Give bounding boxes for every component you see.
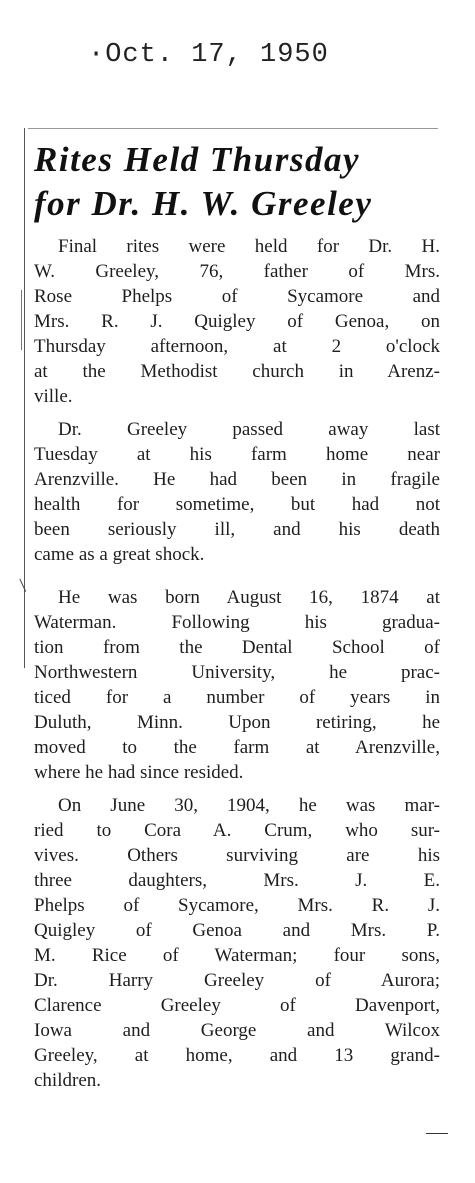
pen-mark xyxy=(19,576,31,592)
text-line: Northwestern University, he prac- xyxy=(34,662,440,683)
text-line: Waterman. Following his gradua- xyxy=(34,612,440,633)
article-end-rule xyxy=(426,1133,448,1134)
text-line: ville. xyxy=(34,386,73,407)
text-line: He was born August 16, 1874 at xyxy=(58,587,440,608)
text-line: Thursday afternoon, at 2 o'clock xyxy=(34,336,440,357)
text-line: Dr. Greeley passed away last xyxy=(58,419,440,440)
text-line: came as a great shock. xyxy=(34,544,205,565)
text-line: Tuesday at his farm home near xyxy=(34,444,440,465)
text-line: tion from the Dental School of xyxy=(34,637,440,658)
paragraph-2 xyxy=(34,417,440,567)
text-line: On June 30, 1904, he was mar- xyxy=(58,795,440,816)
paragraph-1 xyxy=(34,234,440,409)
text-line: Quigley of Genoa and Mrs. P. xyxy=(34,920,440,941)
text-line: at the Methodist church in Arenz- xyxy=(34,361,440,382)
text-line: Rose Phelps of Sycamore and xyxy=(34,286,440,307)
text-line: health for sometime, but had not xyxy=(34,494,440,515)
text-line: where he had since resided. xyxy=(34,762,244,783)
paragraph-gap xyxy=(34,575,440,585)
headline-line-2: for Dr. H. W. Greeley xyxy=(34,184,373,223)
text-line: Mrs. R. J. Quigley of Genoa, on xyxy=(34,311,440,332)
text-line: children. xyxy=(34,1070,102,1091)
text-line: Dr. Harry Greeley of Aurora; xyxy=(34,970,440,991)
paragraph-4 xyxy=(34,793,440,1093)
text-line: ticed for a number of years in xyxy=(34,687,440,708)
text-line: vives. Others surviving are his xyxy=(34,845,440,866)
headline xyxy=(34,138,440,226)
text-line: been seriously ill, and his death xyxy=(34,519,440,540)
column-left-rule-secondary xyxy=(21,290,22,350)
text-line: Phelps of Sycamore, Mrs. R. J. xyxy=(34,895,440,916)
text-line: W. Greeley, 76, father of Mrs. xyxy=(34,261,440,282)
dateline: ·Oct. 17, 1950 xyxy=(88,40,329,70)
headline-line-1: Rites Held Thursday xyxy=(34,140,361,179)
paragraph-3 xyxy=(34,585,440,785)
text-line: three daughters, Mrs. J. E. xyxy=(34,870,440,891)
text-line: Clarence Greeley of Davenport, xyxy=(34,995,440,1016)
text-line: M. Rice of Waterman; four sons, xyxy=(34,945,440,966)
text-line: Final rites were held for Dr. H. xyxy=(58,236,440,257)
text-line: Arenzville. He had been in fragile xyxy=(34,469,440,490)
text-line: ried to Cora A. Crum, who sur- xyxy=(34,820,440,841)
article-body xyxy=(34,234,440,1093)
text-line: Greeley, at home, and 13 grand- xyxy=(34,1045,440,1066)
text-line: Duluth, Minn. Upon retiring, he xyxy=(34,712,440,733)
text-line: Iowa and George and Wilcox xyxy=(34,1020,440,1041)
column-top-rule xyxy=(28,128,438,129)
text-line: moved to the farm at Arenzville, xyxy=(34,737,440,758)
obituary-article xyxy=(34,138,440,1101)
